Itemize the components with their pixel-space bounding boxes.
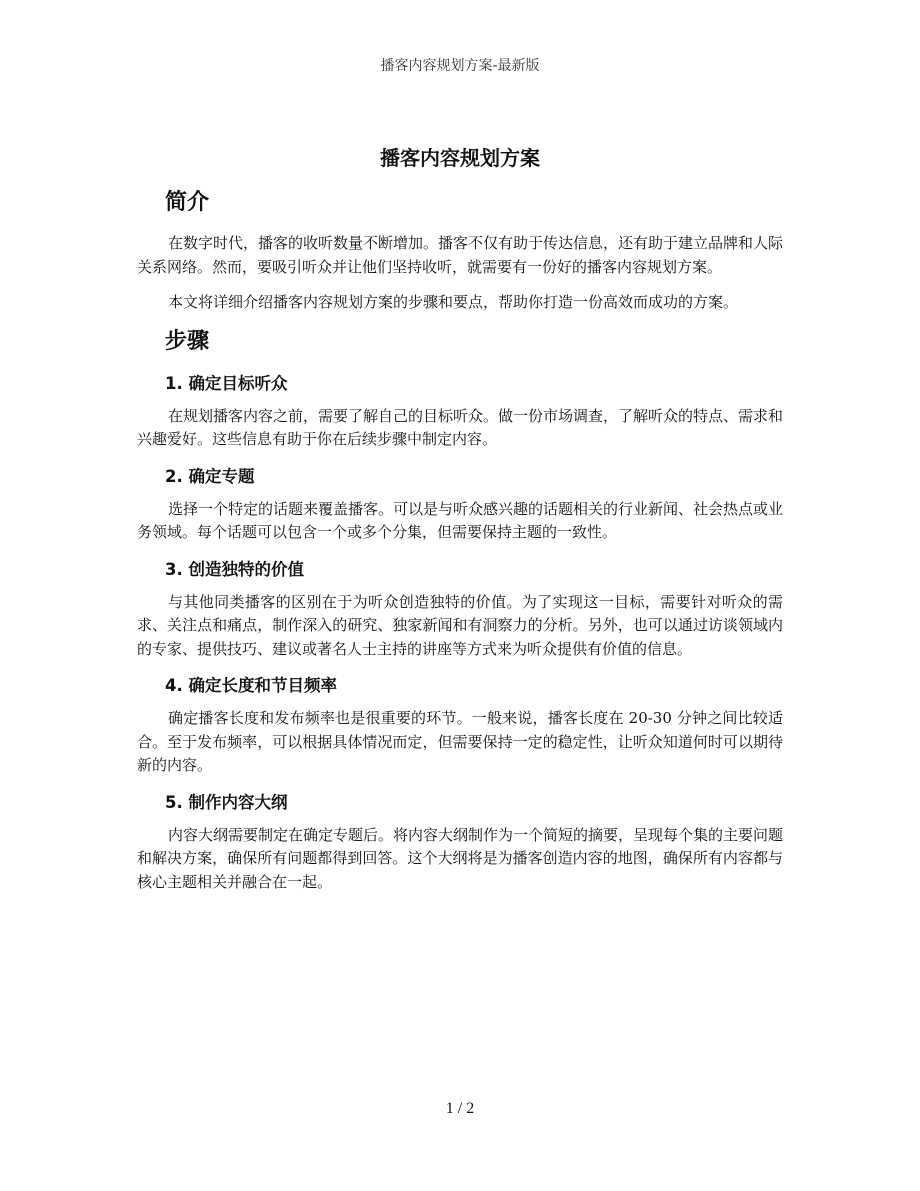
step-heading: 1. 确定目标听众 (165, 373, 288, 393)
step-paragraph: 与其他同类播客的区别在于为听众创造独特的价值。为了实现这一目标，需要针对听众的需求、关注点和痛点，制作深入的研究、独家新闻和有洞察力的分析。另外，也可以通过访谈领域内的专家、提供技巧、建议或著名人士主持的讲座等方式来为听众提供有价值的信息。 (137, 592, 783, 658)
document-body (137, 140, 783, 906)
section-heading-intro: 简介 (165, 190, 210, 215)
step-heading: 5. 制作内容大纲 (165, 792, 288, 812)
step-paragraph: 内容大纲需要制定在确定专题后。将内容大纲制作为一个简短的摘要，呈现每个集的主要问题和解决方案，确保所有问题都得到回答。这个大纲将是为播客创造内容的地图，确保所有内容都与核心主题相关并融合在一起。 (137, 825, 784, 891)
intro-paragraph: 在数字时代，播客的收听数量不断增加。播客不仅有助于传达信息，还有助于建立品牌和人际关系网络。然而，要吸引听众并让他们坚持收听，就需要有一份好的播客内容规划方案。 (137, 234, 784, 276)
step-heading: 2. 确定专题 (165, 466, 255, 486)
section-heading-steps: 步骤 (165, 328, 210, 354)
step-paragraph: 在规划播客内容之前，需要了解自己的目标听众。做一份市场调查，了解听众的特点、需求和兴趣爱好。这些信息有助于你在后续步骤中制定内容。 (137, 406, 784, 448)
page-number: 1 / 2 (445, 1100, 475, 1117)
document-title: 播客内容规划方案 (380, 146, 540, 170)
running-header: 播客内容规划方案-最新版 (380, 58, 540, 74)
step-heading: 4. 确定长度和节目频率 (165, 676, 337, 695)
step-paragraph: 确定播客长度和发布频率也是很重要的环节。一般来说，播客长度在 20-30 分钟之间比较适合。至于发布频率，可以根据具体情况而定，但需要保持一定的稳定性，让听众知道何时可以期待新的内容。 (137, 709, 783, 774)
step-paragraph: 选择一个特定的话题来覆盖播客。可以是与听众感兴趣的话题相关的行业新闻、社会热点或业务领域。每个话题可以包含一个或多个分集，但需要保持主题的一致性。 (137, 499, 784, 541)
intro-paragraph: 本文将详细介绍播客内容规划方案的步骤和要点，帮助你打造一份高效而成功的方案。 (168, 293, 739, 311)
step-heading: 3. 创造独特的价值 (165, 559, 304, 579)
